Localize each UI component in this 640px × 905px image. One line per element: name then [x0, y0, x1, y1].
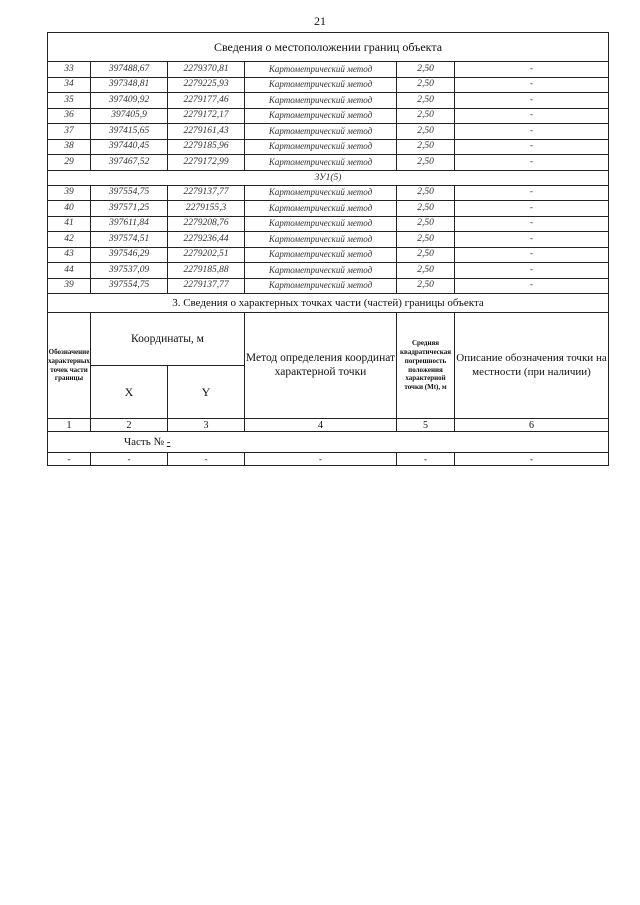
- header-coordinates: Координаты, м: [91, 313, 245, 366]
- method-cell: Картометрический метод: [245, 93, 397, 109]
- header-row-1: [48, 313, 609, 366]
- method-cell: Картометрический метод: [245, 77, 397, 93]
- subtitle-row: [48, 170, 609, 185]
- coord-x-cell: 397348,81: [91, 77, 168, 93]
- mt-value-cell: 2,50: [397, 263, 455, 279]
- table-row: [48, 216, 609, 232]
- coord-x-cell: 397415,65: [91, 124, 168, 140]
- header-x: X: [91, 366, 168, 419]
- description-cell: -: [455, 201, 609, 217]
- point-number-cell: 41: [48, 216, 91, 232]
- coord-x-cell: 397440,45: [91, 139, 168, 155]
- coord-y-cell: 2279225,93: [168, 77, 245, 93]
- boundary-table: [47, 32, 609, 466]
- section3-row: [48, 294, 609, 313]
- subtitle: ЗУ1(5): [48, 170, 609, 185]
- empty-cell: -: [397, 453, 455, 466]
- header-point-designation: Обозначение характерных точек части границы: [48, 313, 91, 419]
- mt-value-cell: 2,50: [397, 232, 455, 248]
- point-number-cell: 29: [48, 155, 91, 171]
- mt-value-cell: 2,50: [397, 278, 455, 294]
- method-cell: Картометрический метод: [245, 232, 397, 248]
- method-cell: Картометрический метод: [245, 216, 397, 232]
- coord-x-cell: 397574,51: [91, 232, 168, 248]
- point-number-cell: 39: [48, 278, 91, 294]
- description-cell: -: [455, 77, 609, 93]
- column-number: 6: [455, 419, 609, 432]
- coord-x-cell: 397546,29: [91, 247, 168, 263]
- column-numbers-row: [48, 419, 609, 432]
- column-number: 4: [245, 419, 397, 432]
- point-number-cell: 33: [48, 62, 91, 78]
- table-row: [48, 108, 609, 124]
- empty-cell: -: [455, 453, 609, 466]
- table-row: [48, 77, 609, 93]
- table-row: [48, 278, 609, 294]
- empty-cell: -: [168, 453, 245, 466]
- point-number-cell: 44: [48, 263, 91, 279]
- coord-x-cell: 397554,75: [91, 185, 168, 201]
- description-cell: -: [455, 124, 609, 140]
- method-cell: Картометрический метод: [245, 201, 397, 217]
- point-number-cell: 34: [48, 77, 91, 93]
- column-number: 2: [91, 419, 168, 432]
- method-cell: Картометрический метод: [245, 124, 397, 140]
- coord-x-cell: 397571,25: [91, 201, 168, 217]
- description-cell: -: [455, 155, 609, 171]
- method-cell: Картометрический метод: [245, 278, 397, 294]
- mt-value-cell: 2,50: [397, 185, 455, 201]
- coord-y-cell: 2279370,81: [168, 62, 245, 78]
- part-row: [48, 432, 609, 453]
- header-mt: Средняя квадратическая погрешность положения характерной точки (Mt), м: [397, 313, 455, 419]
- coord-x-cell: 397409,92: [91, 93, 168, 109]
- description-cell: -: [455, 108, 609, 124]
- section-title: Сведения о местоположении границ объекта: [48, 33, 609, 62]
- description-cell: -: [455, 216, 609, 232]
- table-row: [48, 185, 609, 201]
- description-cell: -: [455, 185, 609, 201]
- part-label: Часть №: [124, 436, 164, 448]
- method-cell: Картометрический метод: [245, 263, 397, 279]
- method-cell: Картометрический метод: [245, 155, 397, 171]
- empty-cell: -: [91, 453, 168, 466]
- mt-value-cell: 2,50: [397, 77, 455, 93]
- description-cell: -: [455, 232, 609, 248]
- mt-value-cell: 2,50: [397, 124, 455, 140]
- table-row: [48, 263, 609, 279]
- method-cell: Картометрический метод: [245, 185, 397, 201]
- coord-y-cell: 2279177,46: [168, 93, 245, 109]
- header-description: Описание обозначения точки на местности (при наличии): [455, 313, 609, 419]
- mt-value-cell: 2,50: [397, 201, 455, 217]
- mt-value-cell: 2,50: [397, 139, 455, 155]
- method-cell: Картометрический метод: [245, 108, 397, 124]
- part-value: -: [166, 436, 171, 448]
- table-row: [48, 124, 609, 140]
- mt-value-cell: 2,50: [397, 155, 455, 171]
- method-cell: Картометрический метод: [245, 139, 397, 155]
- mt-value-cell: 2,50: [397, 216, 455, 232]
- description-cell: -: [455, 139, 609, 155]
- point-number-cell: 42: [48, 232, 91, 248]
- point-number-cell: 35: [48, 93, 91, 109]
- table-row: [48, 139, 609, 155]
- table-row: [48, 453, 609, 466]
- coord-x-cell: 397405,9: [91, 108, 168, 124]
- coord-y-cell: 2279137,77: [168, 185, 245, 201]
- coord-x-cell: 397488,67: [91, 62, 168, 78]
- table-row: [48, 232, 609, 248]
- coord-y-cell: 2279202,51: [168, 247, 245, 263]
- coord-x-cell: 397537,09: [91, 263, 168, 279]
- mt-value-cell: 2,50: [397, 247, 455, 263]
- description-cell: -: [455, 93, 609, 109]
- point-number-cell: 39: [48, 185, 91, 201]
- coord-y-cell: 2279161,43: [168, 124, 245, 140]
- table-row: [48, 62, 609, 78]
- mt-value-cell: 2,50: [397, 62, 455, 78]
- coord-y-cell: 2279137,77: [168, 278, 245, 294]
- description-cell: -: [455, 247, 609, 263]
- coord-x-cell: 397554,75: [91, 278, 168, 294]
- coord-x-cell: 397611,84: [91, 216, 168, 232]
- table-row: [48, 247, 609, 263]
- description-cell: -: [455, 62, 609, 78]
- column-number: 1: [48, 419, 91, 432]
- method-cell: Картометрический метод: [245, 62, 397, 78]
- table-row: [48, 155, 609, 171]
- coord-y-cell: 2279185,88: [168, 263, 245, 279]
- point-number-cell: 40: [48, 201, 91, 217]
- description-cell: -: [455, 278, 609, 294]
- coord-y-cell: 2279172,99: [168, 155, 245, 171]
- empty-cell: -: [48, 453, 91, 466]
- page-number: 21: [314, 14, 326, 28]
- section3-title: 3. Сведения о характерных точках части (частей) границы объекта: [48, 294, 609, 313]
- method-cell: Картометрический метод: [245, 247, 397, 263]
- coord-y-cell: 2279185,96: [168, 139, 245, 155]
- column-number: 3: [168, 419, 245, 432]
- coord-x-cell: 397467,52: [91, 155, 168, 171]
- table-row: [48, 201, 609, 217]
- coord-y-cell: 2279155,3: [168, 201, 245, 217]
- point-number-cell: 37: [48, 124, 91, 140]
- header-y: Y: [168, 366, 245, 419]
- table-row: [48, 93, 609, 109]
- description-cell: -: [455, 263, 609, 279]
- mt-value-cell: 2,50: [397, 108, 455, 124]
- column-number: 5: [397, 419, 455, 432]
- coord-y-cell: 2279236,44: [168, 232, 245, 248]
- point-number-cell: 43: [48, 247, 91, 263]
- point-number-cell: 38: [48, 139, 91, 155]
- part-label-cell: [48, 432, 609, 453]
- coord-y-cell: 2279172,17: [168, 108, 245, 124]
- mt-value-cell: 2,50: [397, 93, 455, 109]
- header-method: Метод определения координат характерной точки: [245, 313, 397, 419]
- coord-y-cell: 2279208,76: [168, 216, 245, 232]
- point-number-cell: 36: [48, 108, 91, 124]
- empty-cell: -: [245, 453, 397, 466]
